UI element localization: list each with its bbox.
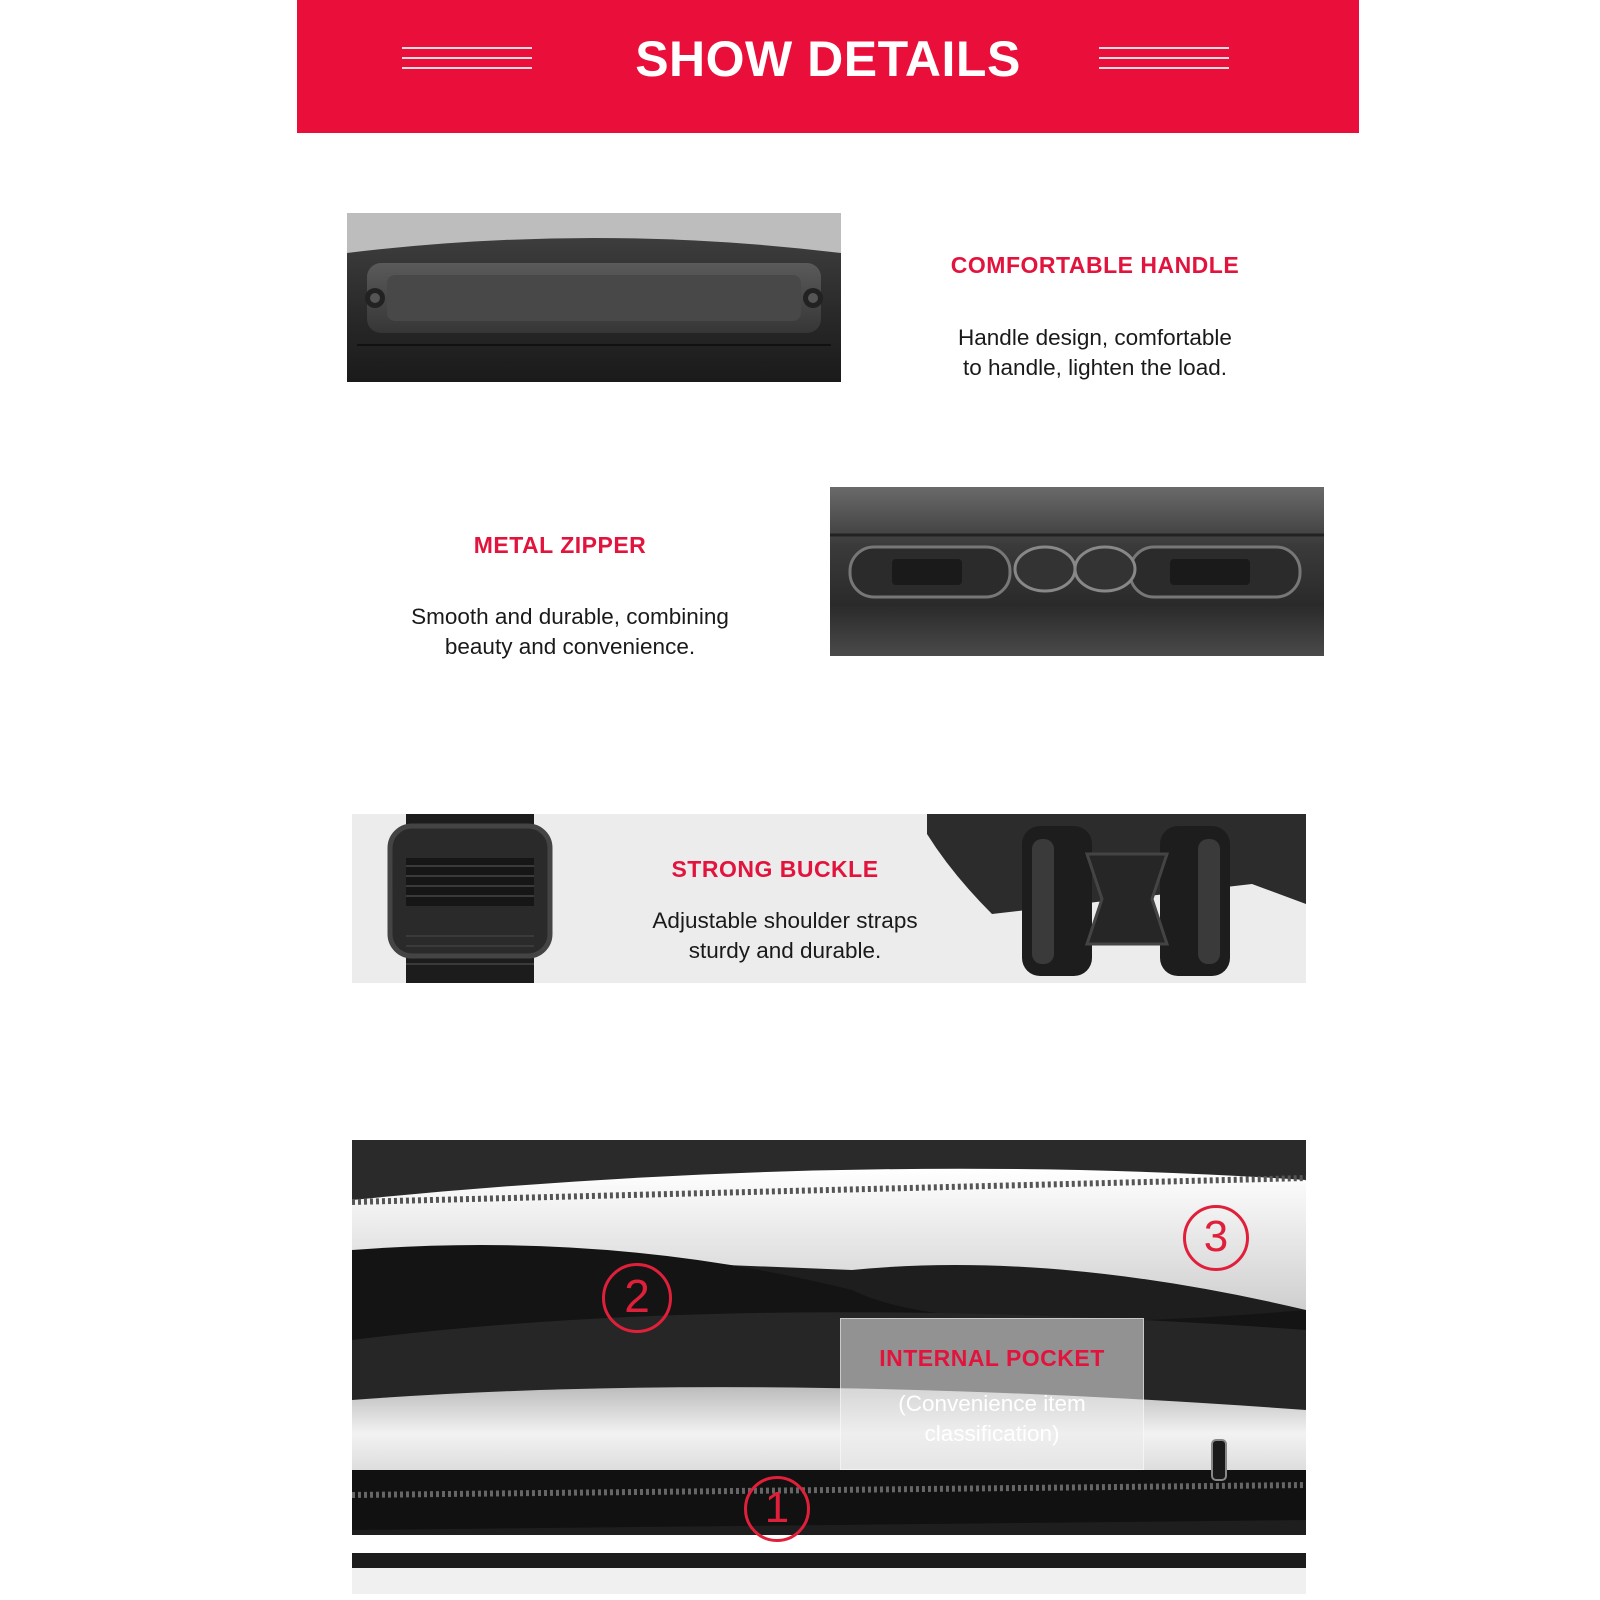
feature-desc-internal-pocket: (Convenience item classification) bbox=[898, 1391, 1086, 1446]
feature-desc-zipper: Smooth and durable, combining beauty and convenience. bbox=[411, 604, 729, 659]
feature-desc-buckle: Adjustable shoulder straps sturdy and durable. bbox=[652, 908, 918, 963]
feature-desc-handle: Handle design, comfortable to handle, lighten the load. bbox=[958, 325, 1232, 380]
internal-pocket-photo bbox=[352, 1140, 1306, 1594]
header-banner bbox=[297, 0, 1359, 133]
internal-pocket-label-box bbox=[840, 1318, 1144, 1470]
pocket-marker-2: 2 bbox=[602, 1263, 672, 1333]
pocket-marker-1: 1 bbox=[744, 1476, 810, 1542]
zipper-photo bbox=[830, 487, 1324, 656]
page-title: SHOW DETAILS bbox=[635, 31, 1021, 87]
feature-title-buckle: STRONG BUCKLE bbox=[671, 856, 879, 882]
feature-title-zipper: METAL ZIPPER bbox=[473, 532, 647, 558]
pocket-marker-3: 3 bbox=[1183, 1205, 1249, 1271]
feature-title-handle: COMFORTABLE HANDLE bbox=[950, 252, 1240, 278]
feature-title-internal-pocket: INTERNAL POCKET bbox=[879, 1345, 1105, 1371]
decorative-lines-right bbox=[1099, 47, 1229, 77]
handle-photo bbox=[347, 213, 841, 382]
